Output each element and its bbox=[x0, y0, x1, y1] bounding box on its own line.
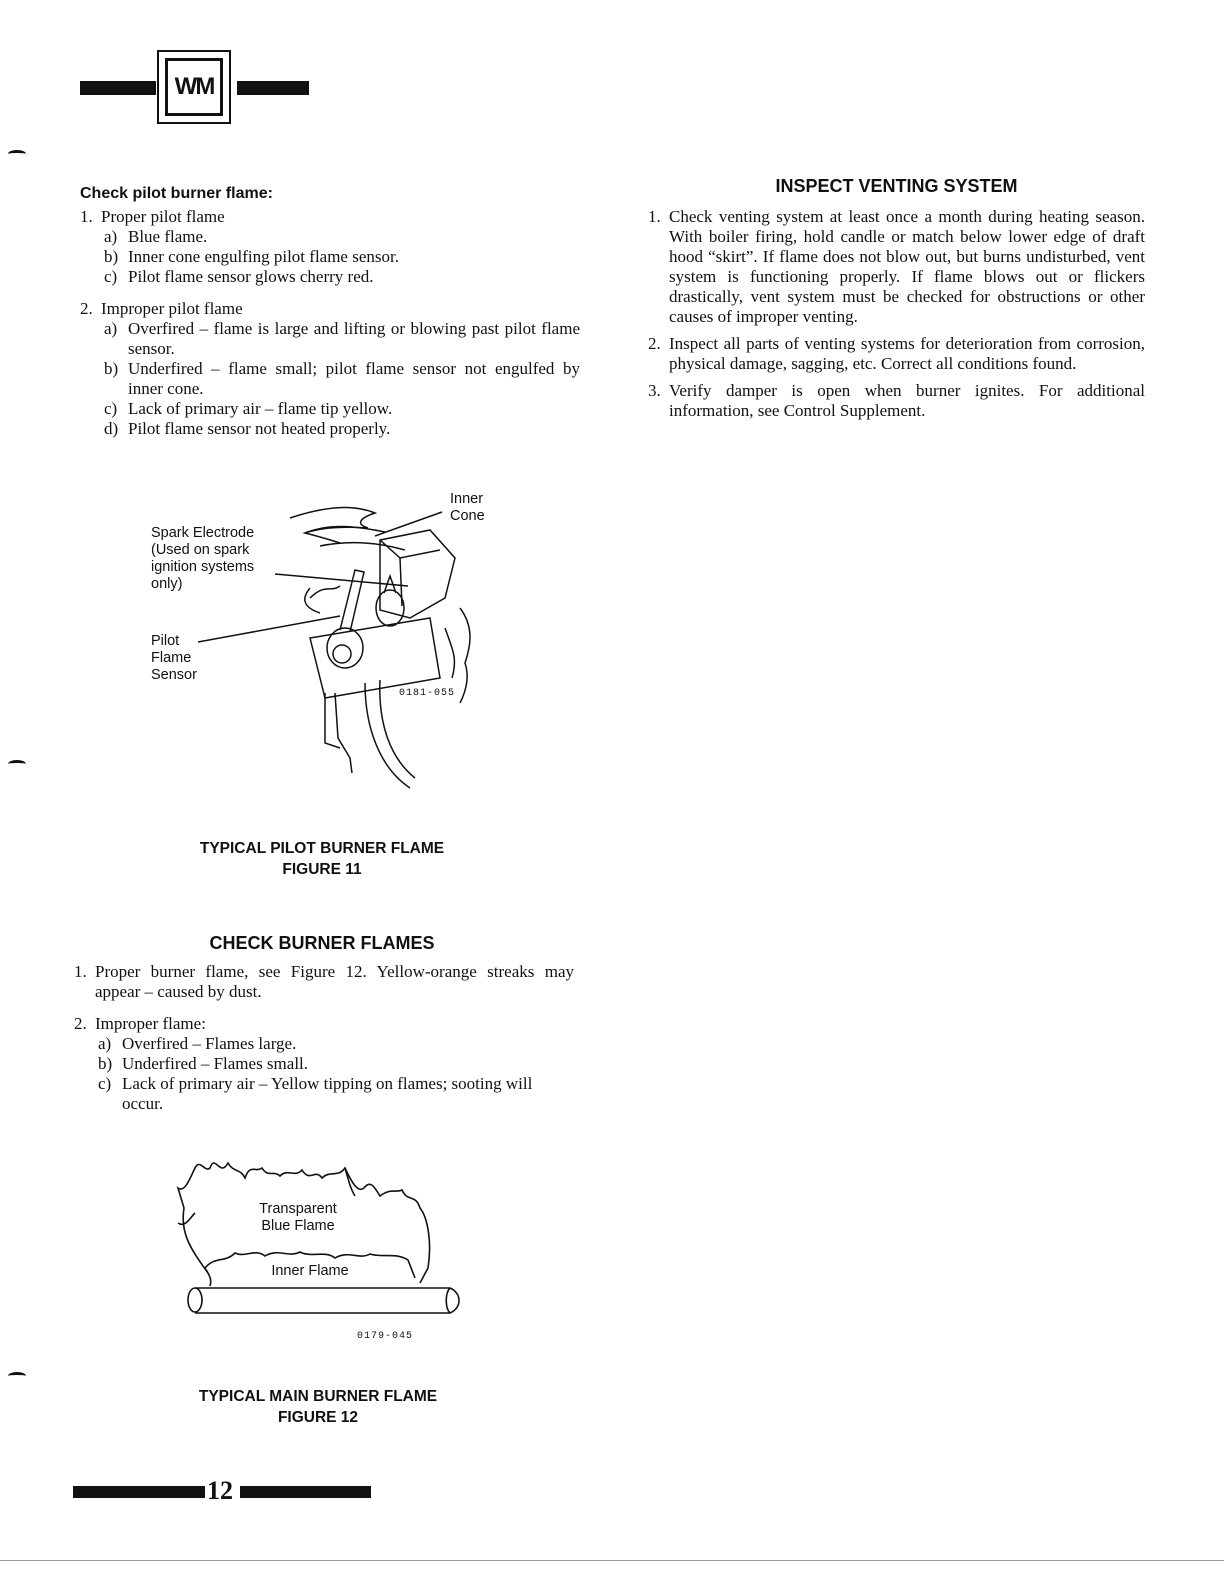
sub-item: d) Pilot flame sensor not heated properly. bbox=[104, 419, 391, 438]
sub-item: c) Pilot flame sensor glows cherry red. bbox=[104, 267, 374, 286]
venting-heading: INSPECT VENTING SYSTEM bbox=[775, 176, 1018, 196]
sub-item: a) Overfired – flame is large and lifting or blowing past pilot flame sensor. bbox=[104, 319, 580, 358]
label-transparent-blue-flame: Transparent Blue Flame bbox=[259, 1201, 337, 1234]
list-item: 1. Proper burner flame, see Figure 12. Yellow-orange streaks may appear – caused by dust. bbox=[74, 962, 574, 1001]
list-item: 1. Proper pilot flame bbox=[80, 207, 225, 226]
figure-12-caption: TYPICAL MAIN BURNER FLAME FIGURE 12 bbox=[198, 1388, 438, 1426]
sub-item: c) Lack of primary air – flame tip yellow. bbox=[104, 399, 393, 418]
logo-text: WM bbox=[174, 73, 214, 100]
sub-item: a) Blue flame. bbox=[104, 227, 208, 246]
sub-item: b) Inner cone engulfing pilot flame sensor. bbox=[104, 247, 399, 266]
list-item: 1. Check venting system at least once a month during heating season. With boiler firing, hold candle or match below lower edge of draft hood “skirt”. If flame does not blow out, but burns undisturbed, vent system is functioning properly. If flame blows out or flickers drastically, vent system must be checked for obstructions or other causes of improper venting. bbox=[648, 207, 1145, 326]
page-number: 12 bbox=[207, 1476, 233, 1505]
figure-12 bbox=[170, 1148, 470, 1343]
footer-rule-right bbox=[240, 1486, 371, 1498]
logo-rule-left bbox=[80, 81, 156, 95]
figure-11 bbox=[140, 488, 520, 798]
figure-11-caption: TYPICAL PILOT BURNER FLAME FIGURE 11 bbox=[199, 840, 445, 878]
burner-heading: CHECK BURNER FLAMES bbox=[209, 933, 435, 953]
pilot-section bbox=[80, 185, 580, 439]
figure-12-code: 0179-045 bbox=[357, 1331, 414, 1342]
venting-section bbox=[648, 176, 1145, 421]
sub-item: a) Overfired – Flames large. bbox=[98, 1034, 297, 1053]
main-burner-illustration bbox=[170, 1148, 470, 1343]
footer-rule-left bbox=[73, 1486, 205, 1498]
sub-item: b) Underfired – Flames small. bbox=[98, 1054, 309, 1073]
scan-mark bbox=[8, 760, 26, 768]
sub-item: c) Lack of primary air – Yellow tipping on flames; sooting will occur. bbox=[98, 1074, 533, 1113]
figure-11-code: 0181-055 bbox=[399, 688, 456, 699]
burner-section bbox=[74, 933, 574, 1114]
logo bbox=[157, 50, 231, 124]
label-pilot-flame-sensor: Pilot Flame Sensor bbox=[151, 633, 197, 683]
scan-bottom-line bbox=[0, 1560, 1224, 1561]
label-spark-electrode: Spark Electrode (Used on spark ignition systems only) bbox=[151, 525, 255, 592]
logo-rule-right bbox=[237, 81, 309, 95]
list-item: 2. Inspect all parts of venting systems for deterioration from corrosion, physical damage, sagging, etc. Correct all conditions found. bbox=[648, 334, 1145, 373]
scan-mark bbox=[8, 150, 26, 158]
label-inner-cone: Inner Cone bbox=[450, 491, 485, 524]
pilot-heading: Check pilot burner flame: bbox=[80, 185, 273, 202]
list-item: 2. Improper flame: bbox=[74, 1014, 206, 1033]
label-inner-flame: Inner Flame bbox=[271, 1263, 349, 1279]
list-item: 2. Improper pilot flame bbox=[80, 299, 243, 318]
sub-item: b) Underfired – flame small; pilot flame sensor not engulfed by inner cone. bbox=[104, 359, 580, 398]
scan-mark bbox=[8, 1372, 26, 1380]
list-item: 3. Verify damper is open when burner ignites. For additional information, see Control Supplement. bbox=[648, 381, 1145, 420]
